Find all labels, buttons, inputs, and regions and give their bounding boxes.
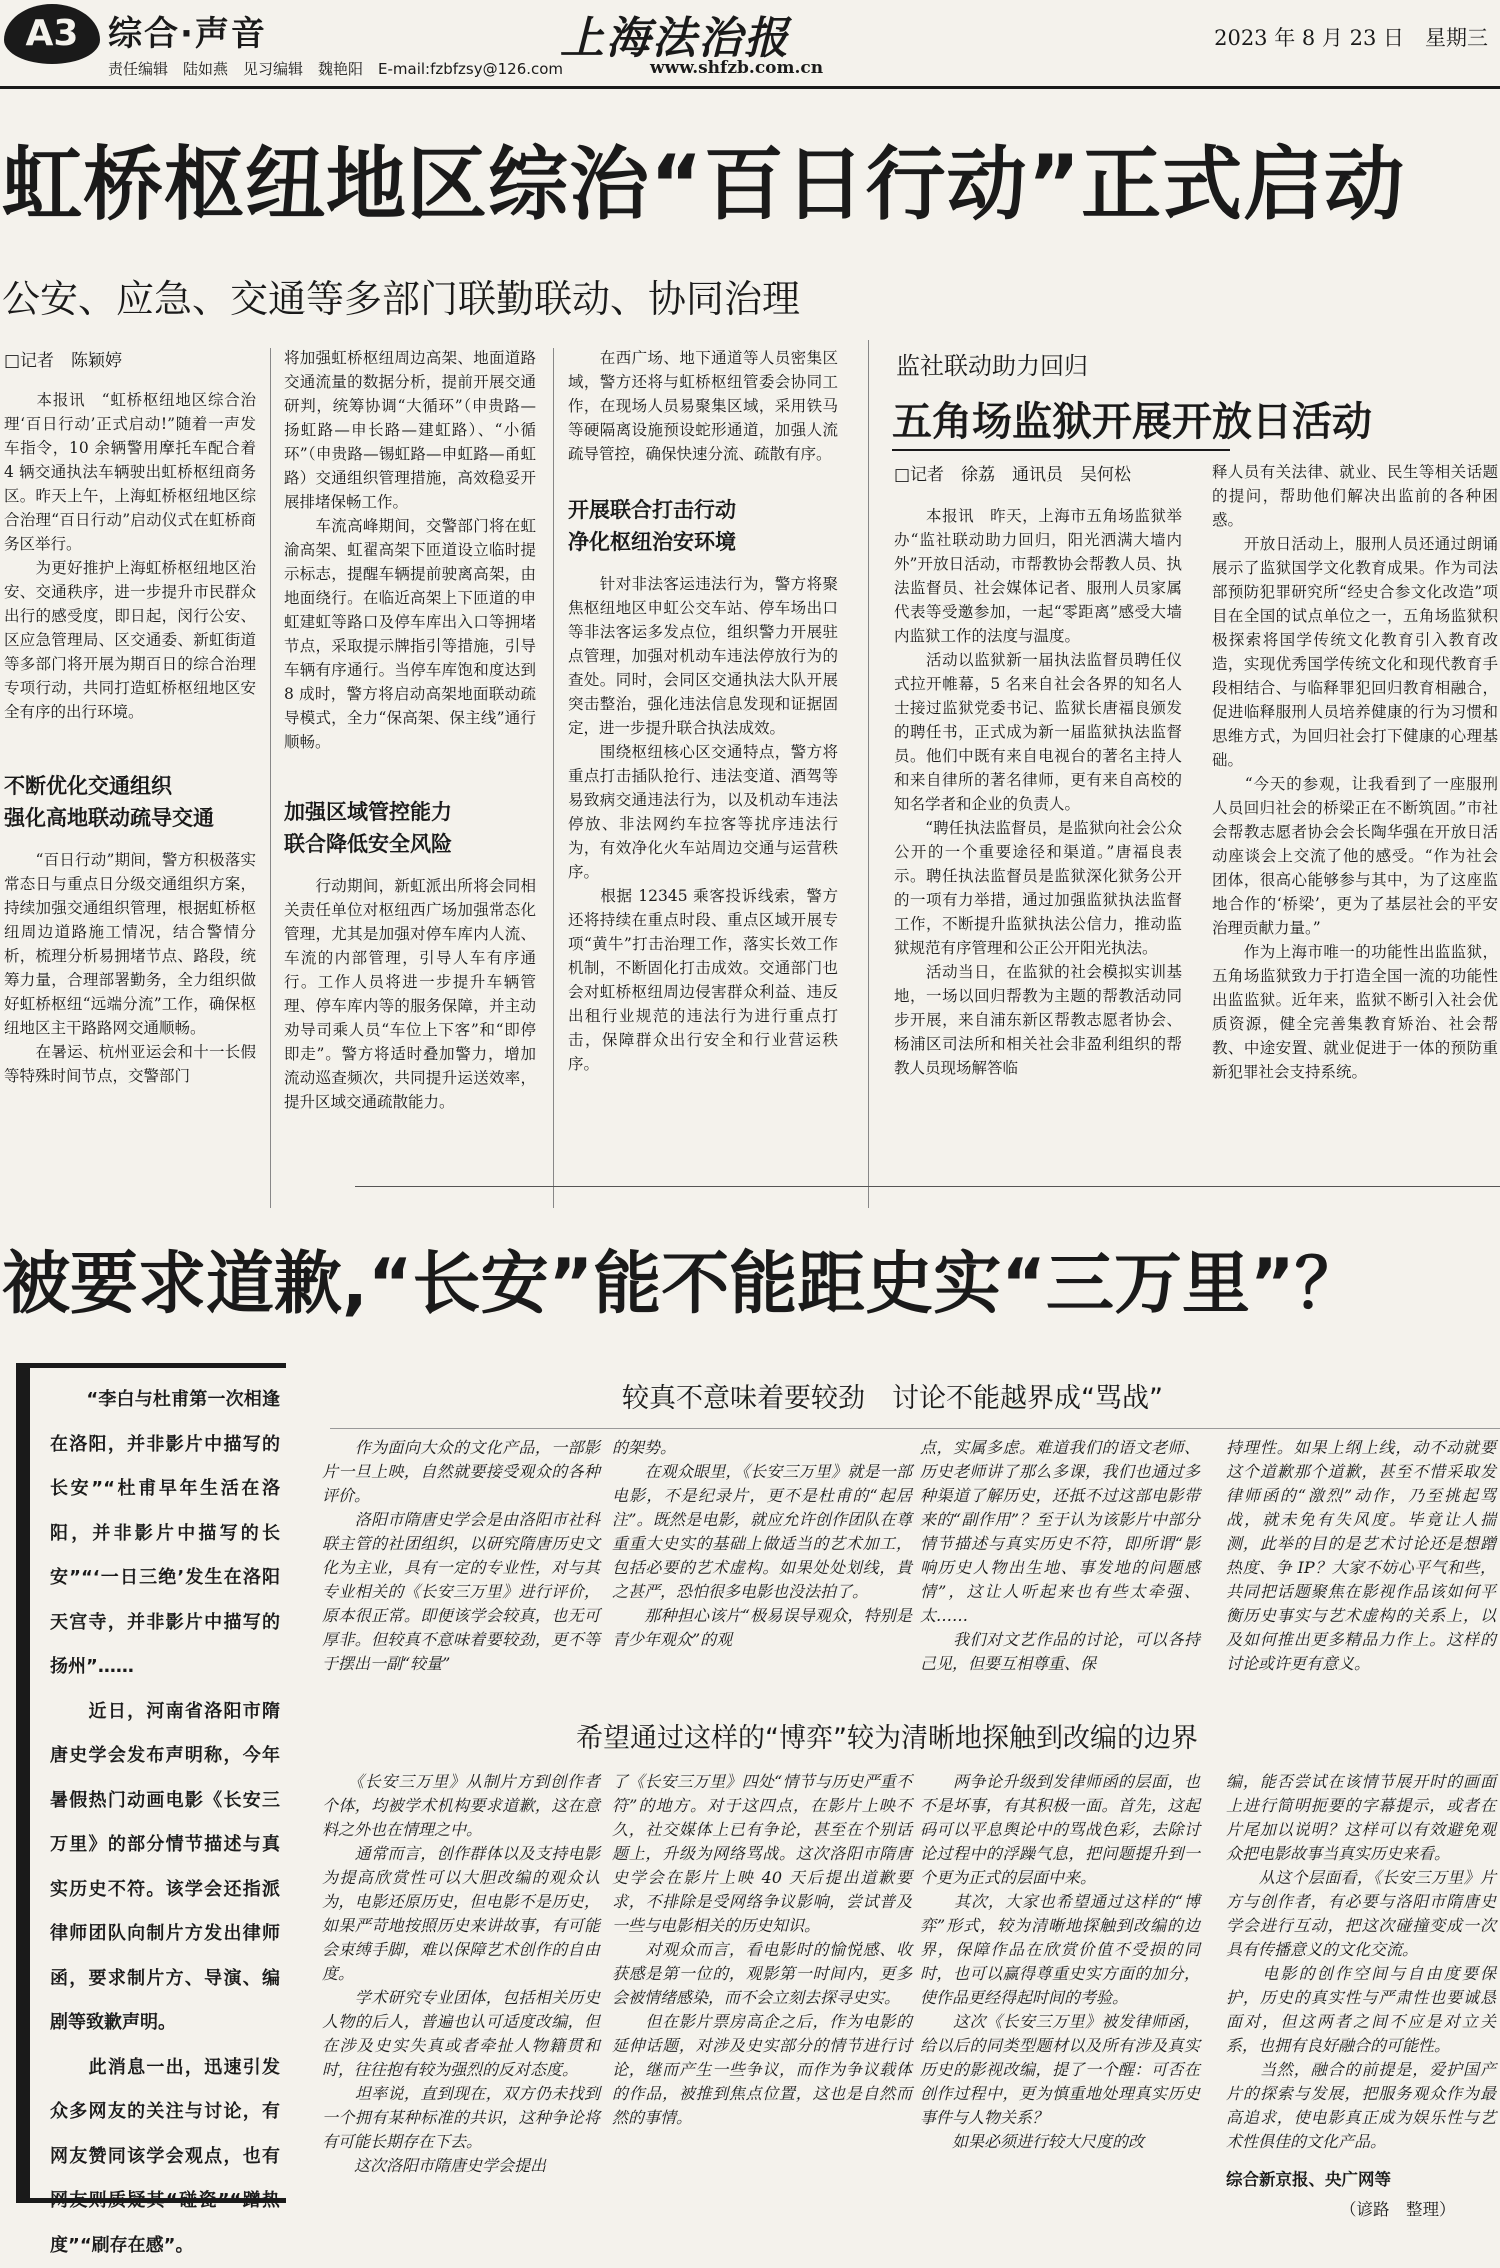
top-story-byline: □记者 陈颖婷 <box>4 351 123 371</box>
column-divider <box>270 348 271 1208</box>
newspaper-logo: 上海法治报 <box>560 13 790 64</box>
section-title: 综合·声音 <box>108 14 267 54</box>
section-divider <box>355 1186 1500 1187</box>
editors-line: 责任编辑 陆如燕 见习编辑 魏艳阳 E-mail:fzbfzsy@126.com <box>108 60 564 78</box>
top-story-col1b: “百日行动”期间，警方积极落实常态日与重点日分级交通组织方案，持续加强交通组织管理，根据虹桥枢纽周边道路施工情况，结合警情分析，梳理分析易拥堵节点、路段，统筹力量，合理部署勤务，全力组织做好虹桥枢纽“远端分流”工作，确保枢纽地区主干路路网交通顺畅。 在暑运、杭州亚运会和十一长假等特殊时间节点，交警部门 <box>4 851 256 1085</box>
prison-story-col1: 本报讯 昨天，上海市五角场监狱举办“监社联动助力回归，阳光洒满大墙内外”开放日活动，市帮教协会帮教人员、执法监督员、社会媒体记者、服刑人员家属代表等受邀参加，一起“零距离”感受大墙内监狱工作的法度与温度。 活动以监狱新一届执法监督员聘任仪式拉开帷幕，5 名来自社会各界的知名人士接过监狱党委书记、监狱长唐福良颁发的聘任书，正式成为新一届监狱执法监督员。他们中既有来自电视台的著名主持人和来自律所的著名律师，更有来自高校的知名学者和企业的负责人。 “聘任执法监督员，是监狱向社会公众公开的一个重要途径和渠道。”唐福良表示。聘任执法监督员是监狱深化狱务公开的一项有力举措，通过加强监狱执法监督工作，不断提升监狱执法公信力，推动监狱规范有序管理和公正公开阳光执法。 活动当日，在监狱的社会模拟实训基地，一场以回归帮教为主题的帮教活动同步开展，来自浦东新区帮教志愿者协会、杨浦区司法所和相关社会非盈利组织的帮教人员现场解答临 <box>894 507 1182 1077</box>
prison-story-headline: 五角场监狱开展开放日活动 <box>892 399 1372 445</box>
bottom-story-headline: 被要求道歉,“长安”能不能距史实“三万里”？ <box>2 1245 1363 1324</box>
section-2-col3: 两争论升级到发律师函的层面，也不是坏事，有其积极一面。首先，这起码可以平息舆论中的骂战色彩，去除讨论过程中的浮躁气息，把问题提升到一个更为正式的层面中来。 其次，大家也希望通过这样的“博弈”形式，较为清晰地探触到改编的边界，保障作品在欣赏价值不受损的同时，也可以赢得尊重史实方面的加分，使作品更经得起时间的考验。 这次《长安三万里》被发律师函，给以后的同类型题材以及所有涉及真实历史的影视改编，提了一个醒：可否在创作过程中，更为慎重地处理真实历史事件与人物关系？ 如果必须进行较大尺度的改 <box>920 1772 1200 2151</box>
section-2-col1: 《长安三万里》从制片方到创作者个体，均被学术机构要求道歉，这在意料之外也在情理之中。 通常而言，创作群体以及支持电影为提高欣赏性可以大胆改编的观众认为，电影还原历史，但电影不是历史，如果严苛地按照历史来讲故事，有可能会束缚手脚，难以保障艺术创作的自由度。 学术研究专业团体，包括相关历史人物的后人，普遍也认可适度改编，但在涉及史实失真或者牵扯人物籍贯和时，往往抱有较为强烈的反对态度。 坦率说，直到现在，双方仍未找到一个拥有某种标准的共识，这种争论将有可能长期存在下去。 这次洛阳市隋唐史学会提出 <box>322 1772 600 2175</box>
top-story-subheading-3: 开展联合打击行动 净化枢纽治安环境 <box>568 498 736 554</box>
section-1-title: 较真不意味着要较劲 讨论不能越界成“骂战” <box>622 1383 1163 1414</box>
prison-story-byline: □记者 徐荔 通讯员 吴何松 <box>894 465 1132 485</box>
column-divider <box>553 348 554 1208</box>
top-story-subheading-2: 加强区域管控能力 联合降低安全风险 <box>284 800 452 856</box>
top-story-subheading-1: 不断优化交通组织 强化高地联动疏导交通 <box>4 774 214 830</box>
top-story-col2: 将加强虹桥枢纽周边高架、地面道路交通流量的数据分析，提前开展交通研判，统筹协调“大循环”（申贵路—扬虹路—申长路—建虹路）、“小循环”（申贵路—锡虹路—申虹路—甬虹路）交通组织管理措施，高效稳妥开展排堵保畅工作。 车流高峰期间，交警部门将在虹渝高架、虹翟高架下匝道设立临时提示标志，提醒车辆提前驶离高架，由地面绕行。在临近高架上下匝道的申虹建虹等路口及停车库出入口等拥堵节点，采取提示牌指引等措施，引导车辆有序通行。当停车库饱和度达到 8 成时，警方将启动高架地面联动疏导模式，全力“保高架、保主线”通行顺畅。 <box>284 349 536 751</box>
section-1-rule <box>330 1428 1500 1429</box>
masthead-rule <box>0 86 1500 89</box>
sidebar-text: “李白与杜甫第一次相逢在洛阳，并非影片中描写的长安”“杜甫早年生活在洛阳，并非影片中描写的长安”“‘一日三绝’发生在洛阳天宫寺，并非影片中描写的扬州”…… 近日，河南省洛阳市隋唐史学会发布声明称，今年暑假热门动画电影《长安三万里》的部分情节描述与真实历史不符。该学会还指派律师团队向制片方发出律师函，要求制片方、导演、编剧等致歉声明。 此消息一出，迅速引发众多网友的关注与讨论，有网友赞同该学会观点，也有网友则质疑其“碰瓷”“蹭热度”“刷存在感”。 <box>50 1389 280 2256</box>
section-1-col3: 点，实属多虑。难道我们的语文老师、历史老师讲了那么多课，我们也通过多种渠道了解历史，还抵不过这部电影带来的“副作用”？至于认为该影片中部分情节描述与真实历史不符，即所谓“影响历史人物出生地、事发地的问题感情”，这让人听起来也有些太牵强、太…… 我们对文艺作品的讨论，可以各持己见，但要互相尊重、保 <box>920 1438 1200 1673</box>
top-story-subheadline: 公安、应急、交通等多部门联勤联动、协同治理 <box>2 277 801 321</box>
source-credit: 综合新京报、央广网等 <box>1226 2170 1391 2189</box>
top-story-col3: 在西广场、地下通道等人员密集区域，警方还将与虹桥枢纽管委会协同工作，在现场人员易聚集区域，采用铁马等硬隔离设施预设蛇形通道，加强人流疏导管控，确保快速分流、疏散有序。 <box>568 349 838 463</box>
section-2-title: 希望通过这样的“博弈”较为清晰地探触到改编的边界 <box>576 1723 1198 1754</box>
section-1-col1: 作为面向大众的文化产品，一部影片一旦上映，自然就要接受观众的各种评价。 洛阳市隋唐史学会是由洛阳市社科联主管的社团组织，以研究隋唐历史文化为主业，具有一定的专业性，对与其专业相关的《长安三万里》进行评价，原本很正常。即便该学会较真，也无可厚非。但较真不意味着要较劲，更不等于摆出一副“较量” <box>322 1438 600 1673</box>
top-story-col2b: 行动期间，新虹派出所将会同相关责任单位对枢纽西广场加强常态化管理，尤其是加强对停车库内人流、车流的内部管理，引导人车有序通行。工作人员将进一步提升车辆管理、停车库内等的服务保障，并主动劝导司乘人员“车位上下客”和“即停即走”。警方将适时叠加警力，增加流动巡查频次，共同提升运送效率，提升区域交通疏散能力。 <box>284 877 536 1111</box>
page-number-badge: A3 <box>4 4 100 64</box>
top-story-headline: 虹桥枢纽地区综治“百日行动”正式启动 <box>2 138 1406 231</box>
prison-story-col2: 释人员有关法律、就业、民生等相关话题的提问，帮助他们解决出监前的各种困惑。 开放日活动上，服刑人员还通过朗诵展示了监狱国学文化教育成果。作为司法部预防犯罪研究所“经史合参文化改造”项目在全国的试点单位之一，五角场监狱积极探索将国学传统文化教育引入教育改造，实现优秀国学传统文化和现代教育手段相结合、与临释罪犯回归教育相融合，促进临释服刑人员培养健康的行为习惯和思维方式，为回归社会打下健康的心理基础。 “今天的参观，让我看到了一座服刑人员回归社会的桥梁正在不断筑固。”市社会帮教志愿者协会会长陶华强在开放日活动座谈会上交流了他的感受。“作为社会团体，很高心能够参与其中，为了这座监地合作的‘桥梁’，更为了基层社会的平安治理贡献力量。” 作为上海市唯一的功能性出监监狱，五角场监狱致力于打造全国一流的功能性出监监狱。近年来，监狱不断引入社会优质资源，健全完善集教育矫治、社会帮教、中途安置、就业促进于一体的预防重新犯罪社会支持系统。 <box>1212 463 1498 1081</box>
section-1-col4: 持理性。如果上纲上线，动不动就要这个道歉那个道歉，甚至不惜采取发律师函的“激烈”动作，乃至挑起骂战，就未免有失风度。毕竟让人揣测，此举的目的是艺术讨论还是想蹭热度、争 IP？大家不妨心平气和些，共同把话题聚焦在影视作品该如何平衡历史事实与艺术虚构的关系上，以及如何推出更多精品力作上。这样的讨论或许更有意义。 <box>1226 1438 1496 1673</box>
newspaper-url[interactable]: www.shfzb.com.cn <box>650 58 824 78</box>
column-divider <box>868 340 869 1208</box>
top-story-col3b: 针对非法客运违法行为，警方将聚焦枢纽地区申虹公交车站、停车场出口等非法客运多发点位，组织警力开展驻点管理，加强对机动车违法停放行为的查处。同时，会同区交通执法大队开展突击整治，强化违法信息发现和证据固定，进一步提升联合执法成效。 围绕枢纽核心区交通特点，警方将重点打击插队抢行、违法变道、酒驾等易致病交通违法行为，以及机动车违法停放、非法网约车拉客等扰序违法行为，有效净化火车站周边交通与运营秩序。 根据 12345 乘客投诉线索，警方还将持续在重点时段、重点区域开展专项“黄牛”打击治理工作，落实长效工作机制，不断固化打击成效。交通部门也会对虹桥枢纽周边侵害群众利益、违反出租行业规范的违法行为进行重点打击，保障群众出行安全和行业营运秩序。 <box>568 575 838 1073</box>
prison-story-kicker: 监社联动助力回归 <box>896 352 1088 380</box>
editor-credit: （谚路 整理） <box>1340 2200 1456 2219</box>
section-1-col2: 的架势。 在观众眼里，《长安三万里》就是一部电影，不是纪录片，更不是杜甫的“起居注”。既然是电影，就应允许创作团队在尊重重大史实的基础上做适当的艺术加工，包括必要的艺术虚构。如果处处划线，貴之甚严，恐怕很多电影也没法拍了。 那种担心该片“极易误导观众，特别是青少年观众”的观 <box>612 1438 912 1649</box>
section-2-col2: 了《长安三万里》四处“情节与历史严重不符”的地方。对于这四点，在影片上映不久，社交媒体上已有争论，甚至在个别话题上，升级为网络骂战。这次洛阳市隋唐史学会在影片上映 40 天后提出道歉要求，不排除是受网络争议影响，尝试普及一些与电影相关的历史知识。 对观众而言，看电影时的愉悦感、收获感是第一位的，观影第一时间内，更多会被情绪感染，而不会立刻去探寻史实。 但在影片票房高企之后，作为电影的延伸话题，对涉及史实部分的情节进行讨论，继而产生一些争议，而作为争议载体的作品，被推到焦点位置，这也是自然而然的事情。 <box>612 1772 912 2127</box>
top-story-col1: 本报讯 “虹桥枢纽地区综合治理‘百日行动’正式启动!”随着一声发车指令，10 余辆警用摩托车配合着 4 辆交通执法车辆驶出虹桥枢纽商务区。昨天上午，上海虹桥枢纽地区综合治理“百日行动”启动仪式在虹桥商务区举行。 为更好推护上海虹桥枢纽地区治安、交通秩序，进一步提升市民群众出行的感受度，即日起，闵行公安、区应急管理局、区交通委、新虹街道等多部门将开展为期百日的综合治理专项行动，共同打造虹桥枢纽地区安全有序的出行环境。 <box>4 391 256 721</box>
issue-date: 2023 年 8 月 23 日 星期三 <box>1214 26 1488 50</box>
prison-headline-rule <box>892 449 1230 451</box>
section-2-col4: 编，能否尝试在该情节展开时的画面上进行简明扼要的字幕提示，或者在片尾加以说明？这样可以有效避免观众把电影故事当真实历史来看。 从这个层面看，《长安三万里》片方与创作者，有必要与洛阳市隋唐史学会进行互动，把这次碰撞变成一次具有传播意义的文化交流。 电影的创作空间与自由度要保护，历史的真实性与严肃性也要诚恳面对，但这两者之间不应是对立关系，也拥有良好融合的可能性。 当然，融合的前提是，爱护国产片的探索与发展，把服务观众作为最高追求，使电影真正成为娱乐性与艺术性俱佳的文化产品。 <box>1226 1772 1496 2151</box>
